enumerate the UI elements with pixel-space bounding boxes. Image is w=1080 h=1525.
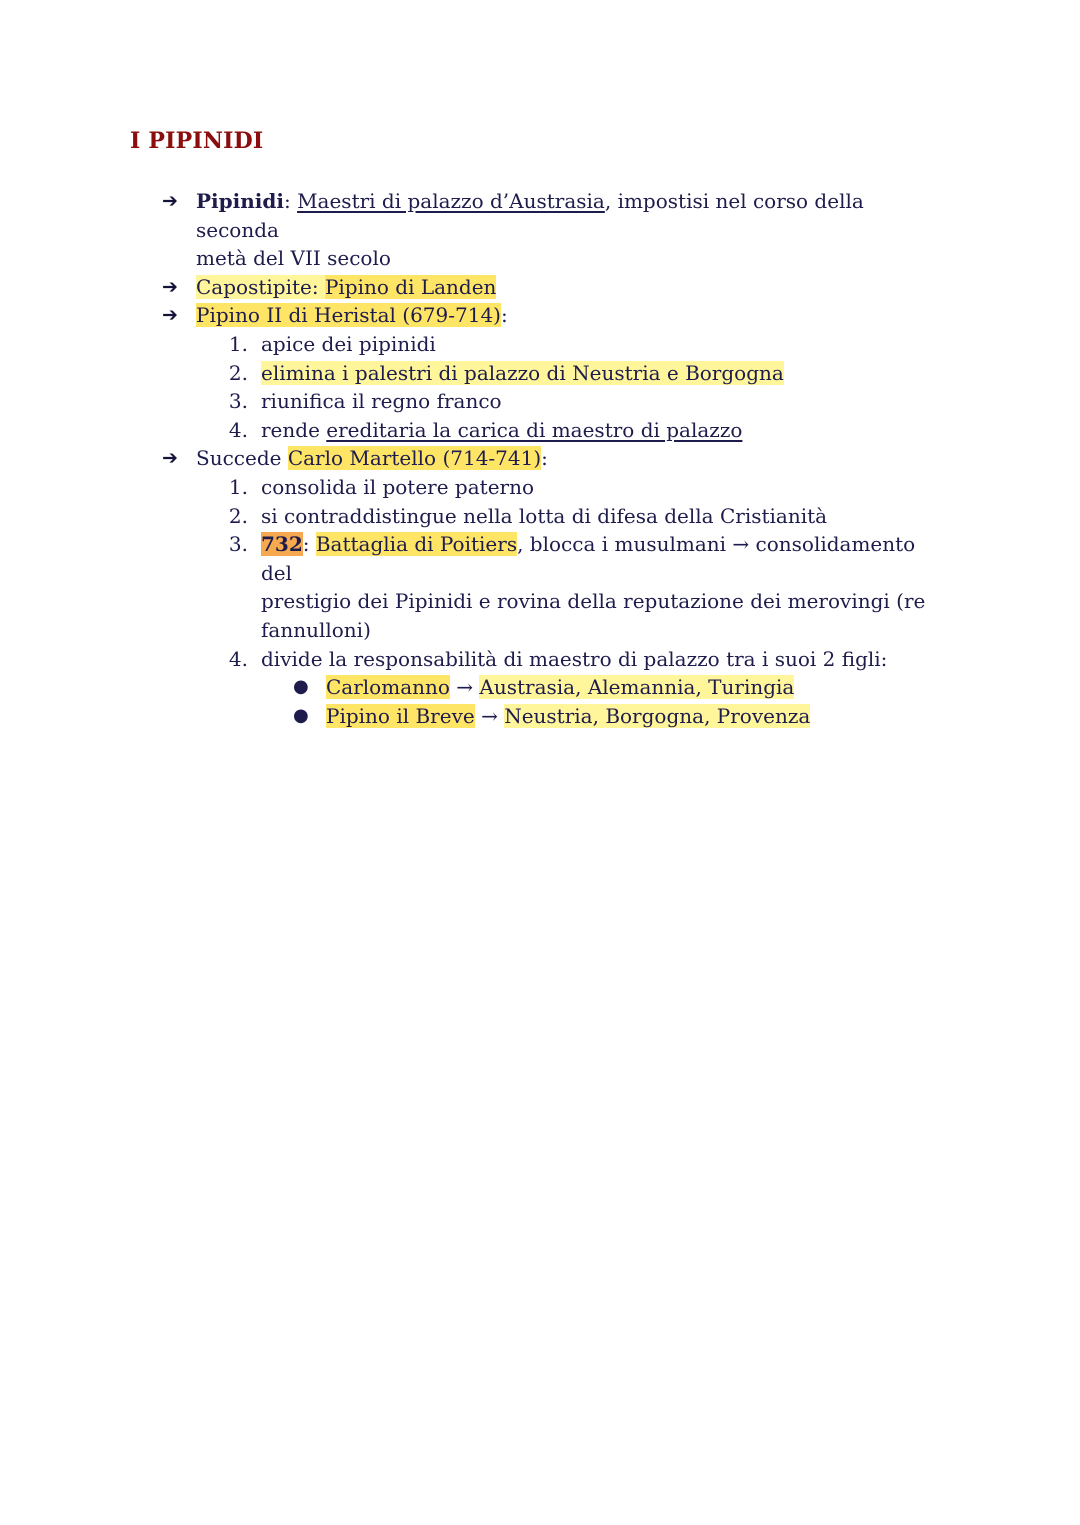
item-text-line1: , blocca i musulmani → consolidamento del (261, 532, 916, 585)
item-number: 3. (228, 389, 248, 414)
numbered-item (160, 387, 940, 416)
son-item-carlomanno (160, 673, 940, 702)
item-text: elimina i palestri di palazzo di Neustria e Borgogna (261, 360, 784, 385)
item-text-line2: prestigio dei Pipinidi e rovina della reputazione dei merovingi (re (261, 589, 926, 614)
numbered-item (160, 473, 940, 502)
item-text: riunifica il regno franco (261, 389, 502, 414)
son-regions: Austrasia, Alemannia, Turingia (479, 675, 795, 700)
colon: : (302, 532, 310, 557)
item-number: 1. (228, 474, 248, 499)
carlo-martello-label: Carlo Martello (714-741) (287, 446, 542, 471)
item-text: apice dei pipinidi (261, 331, 436, 356)
succede-text: Succede (196, 446, 288, 471)
item-text: consolida il potere paterno (261, 474, 535, 499)
colon: : (283, 189, 291, 213)
numbered-item (160, 359, 940, 388)
pipinidi-description-line1: , impostisi nel corso della seconda (196, 189, 864, 242)
term-pipinidi: Pipinidi (196, 189, 284, 213)
item-text: si contraddistingue nella lotta di difesa della Cristianità (261, 503, 828, 528)
capostipite-value: Pipino di Landen (324, 274, 497, 299)
item-text-line3: fannulloni) (261, 617, 371, 642)
item-number: 2. (228, 503, 248, 528)
item-underlined-text: ereditaria la carica di maestro di palazzo (326, 417, 743, 442)
item-number: 3. (228, 532, 248, 557)
son-regions: Neustria, Borgogna, Provenza (504, 703, 811, 728)
arrow-bullet-icon: ➔ (162, 190, 178, 212)
numbered-item (160, 530, 940, 644)
item-number: 2. (228, 360, 248, 385)
son-item-pipino-il-breve (160, 702, 940, 731)
arrow-separator: → (474, 703, 505, 728)
son-name: Carlomanno (326, 675, 450, 700)
item-number: 4. (228, 646, 248, 671)
item-number: 4. (228, 417, 248, 442)
bullet-icon: ● (293, 676, 309, 698)
maestri-austrasia-text: Maestri di palazzo d’Austrasia (297, 189, 605, 213)
numbered-item (160, 645, 940, 674)
numbered-item (160, 502, 940, 531)
arrow-bullet-icon: ➔ (162, 275, 178, 298)
year-732: 732 (261, 532, 303, 557)
numbered-item (160, 416, 940, 445)
page-title: I PIPINIDI (130, 128, 264, 154)
colon: : (541, 446, 548, 471)
document-body (160, 187, 940, 730)
item-text: rende (261, 417, 327, 442)
item-number: 1. (228, 331, 248, 356)
list-item-capostipite (160, 273, 940, 302)
battaglia-poitiers: Battaglia di Poitiers (315, 532, 518, 557)
son-name: Pipino il Breve (326, 703, 475, 728)
pipino-ii-label: Pipino II di Heristal (679-714) (196, 303, 501, 328)
list-item-carlo-martello (160, 444, 940, 473)
arrow-separator: → (449, 675, 480, 700)
pipinidi-description-line2: metà del VII secolo (196, 246, 391, 271)
item-text: divide la responsabilità di maestro di palazzo tra i suoi 2 figli: (261, 646, 888, 671)
arrow-bullet-icon: ➔ (162, 304, 178, 327)
list-item-pipinidi (160, 187, 940, 273)
list-item-pipino-ii (160, 301, 940, 330)
arrow-bullet-icon: ➔ (162, 447, 178, 470)
colon: : (500, 303, 508, 328)
bullet-icon: ● (293, 704, 309, 726)
capostipite-label: Capostipite: (196, 274, 325, 299)
numbered-item (160, 330, 940, 359)
